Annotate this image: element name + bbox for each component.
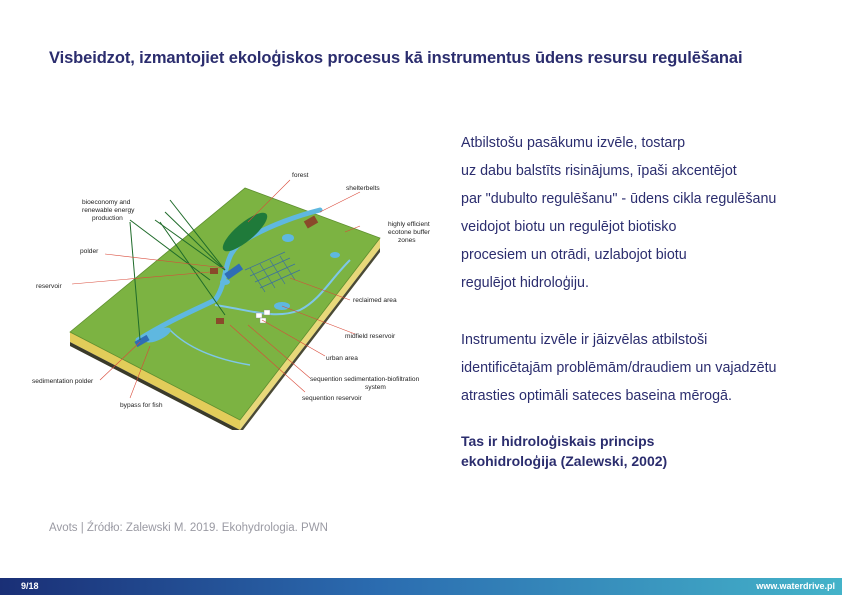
paragraph-measures: Atbilstošu pasākumu izvēle, tostarp uz dabu balstīts risinājums, īpaši akcentējot par "dubulto regulēšanu" - ūdens cikla regulēšanu veidojot biotu un regulējot biotisko procesiem un otrādi, uzlabojot biotu regulējot hidroloģiju. <box>461 135 777 291</box>
pond-3 <box>282 234 294 242</box>
website-link[interactable]: www.waterdrive.pl <box>756 581 835 591</box>
pond-4 <box>330 252 340 258</box>
label-urban: urban area <box>326 355 358 362</box>
building-3 <box>216 318 224 324</box>
label-sedimentation-polder: sedimentation polder <box>32 378 94 385</box>
ecohydrology-diagram <box>20 160 450 430</box>
footer-bar <box>0 578 842 595</box>
source-citation: Avots | Źródło: Zalewski M. 2019. Ekohydrologia. PWN <box>49 522 328 534</box>
label-midfield: midfield reservoir <box>345 333 396 340</box>
label-reservoir: reservoir <box>36 283 62 290</box>
label-forest: forest <box>292 172 309 179</box>
label-reclaimed: reclaimed area <box>353 297 397 304</box>
label-polder: polder <box>80 248 99 255</box>
pond-5 <box>220 279 230 285</box>
building-2 <box>210 268 218 274</box>
label-sequention-sed: sequention sedimentation-biofiltration system <box>310 376 420 391</box>
paragraph-instruments: Instrumentu izvēle ir jāizvēlas atbilstoši identificētajām problēmām/draudiem un vajadzētu atrasties optimāli sateces baseina mērogā. <box>461 332 777 404</box>
page-number: 9/18 <box>21 581 39 591</box>
label-shelterbelts: shelterbelts <box>346 185 380 192</box>
label-sequention-res: sequention reservoir <box>302 395 362 402</box>
label-ecotone: highly efficient ecotone buffer zones <box>388 221 431 244</box>
slide-title: Visbeidzot, izmantojiet ekoloģiskos procesus kā instrumentus ūdens resursu regulēšanai <box>49 49 743 67</box>
label-bioeconomy: bioeconomy and renewable energy production <box>82 199 135 222</box>
label-bypass: bypass for fish <box>120 402 163 409</box>
paragraph-principle: Tas ir hidroloģiskais princips ekohidroloģija (Zalewski, 2002) <box>461 433 668 469</box>
